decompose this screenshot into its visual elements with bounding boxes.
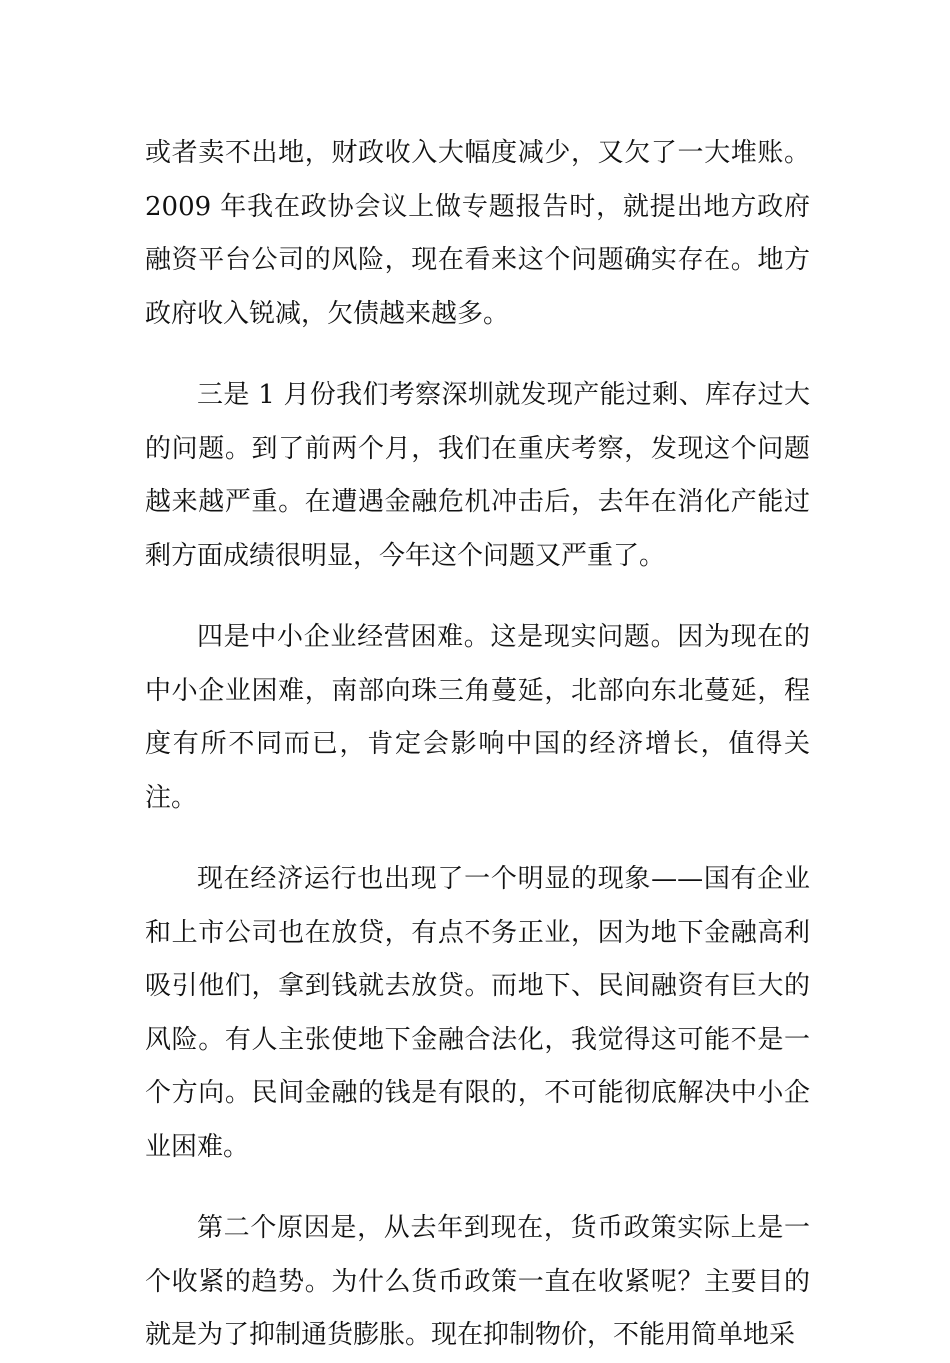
paragraph-fourth-point: 四是中小企业经营困难。这是现实问题。因为现在的中小企业困难，南部向珠三角蔓延，北部向东北蔓延，程度有所不同而已，肯定会影响中国的经济增长，值得关注。 [145, 622, 810, 813]
paragraph-continued: 或者卖不出地，财政收入大幅度减少，又欠了一大堆账。2009 年我在政协会议上做专题报告时，就提出地方政府融资平台公司的风险，现在看来这个问题确实存在。地方政府收入锐减，欠债越来越多。 [145, 138, 810, 329]
body-text [145, 127, 810, 1363]
paragraph-phenomenon: 现在经济运行也出现了一个明显的现象——国有企业和上市公司也在放贷，有点不务正业，因为地下金融高利吸引他们，拿到钱就去放贷。而地下、民间融资有巨大的风险。有人主张使地下金融合法化，我觉得这可能不是一个方向。民间金融的钱是有限的，不可能彻底解决中小企业困难。 [145, 864, 810, 1162]
paragraph-second-reason: 第二个原因是，从去年到现在，货币政策实际上是一个收紧的趋势。为什么货币政策一直在收紧呢？主要目的就是为了抑制通货膨胀。现在抑制物价，不能用简单地采 [145, 1213, 810, 1350]
paragraph-third-point: 三是 1 月份我们考察深圳就发现产能过剩、库存过大的问题。到了前两个月，我们在重庆考察，发现这个问题越来越严重。在遭遇金融危机冲击后，去年在消化产能过剩方面成绩很明显，今年这个问题又严重了。 [145, 380, 810, 571]
